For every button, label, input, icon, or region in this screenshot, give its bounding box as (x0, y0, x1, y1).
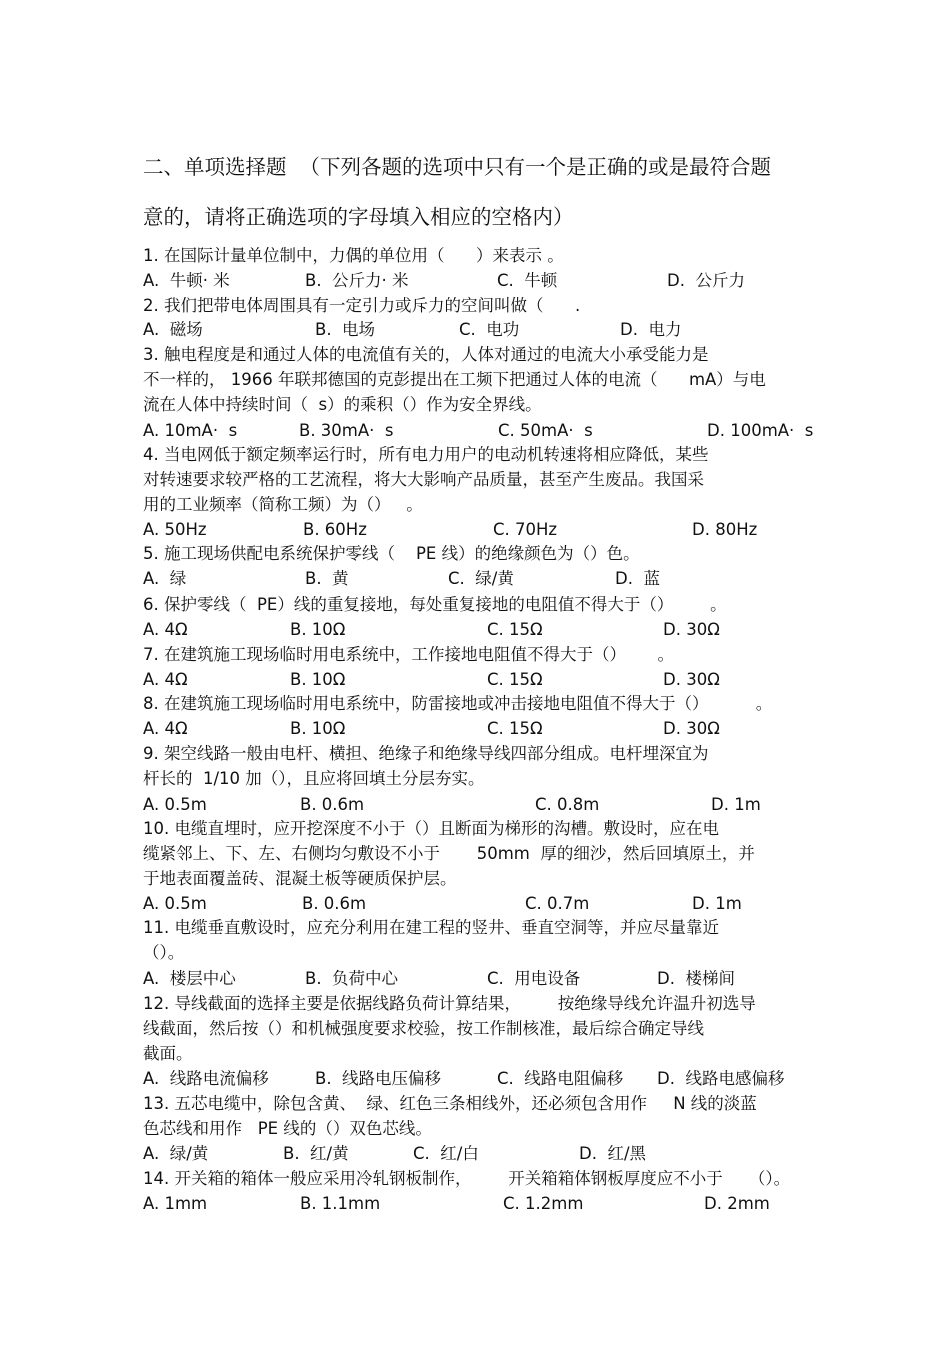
question-3-text-line-3: 流在人体中持续时间（ s）的乘积（）作为安全界线。 (143, 395, 542, 414)
question-11-option-c: C. 用电设备 (487, 969, 581, 988)
question-7-option-c: C. 15Ω (487, 670, 543, 689)
question-11-text-line-1: 11. 电缆垂直敷设时，应充分利用在建工程的竖井、垂直空洞等，并应尽量靠近 (143, 918, 719, 937)
question-9-option-b: B. 0.6m (300, 795, 365, 814)
question-5-option-a: A. 绿 (143, 569, 187, 588)
question-3-option-b: B. 30mA· s (299, 421, 394, 440)
question-3-option-c: C. 50mA· s (498, 421, 593, 440)
question-14-option-d: D. 2mm (704, 1194, 770, 1213)
question-13-text-line-1: 13. 五芯电缆中，除包含黄、 绿、红色三条相线外，还必须包含用作 N 线的淡蓝 (143, 1094, 757, 1113)
question-5-text: 5. 施工现场供配电系统保护零线（ PE 线）的绝缘颜色为（）色。 (143, 544, 640, 563)
question-10-option-a: A. 0.5m (143, 894, 207, 913)
question-3-text-line-2: 不一样的， 1966 年联邦德国的克彭提出在工频下把通过人体的电流（ mA）与电 (143, 370, 766, 389)
question-10-text-line-3: 于地表面覆盖砖、混凝土板等硬质保护层。 (143, 869, 457, 888)
question-12-option-b: B. 线路电压偏移 (315, 1069, 442, 1088)
question-3-option-a: A. 10mA· s (143, 421, 238, 440)
question-11-option-b: B. 负荷中心 (305, 969, 399, 988)
question-10-option-d: D. 1m (692, 894, 742, 913)
question-13-option-d: D. 红/黑 (579, 1144, 646, 1163)
question-6-option-c: C. 15Ω (487, 620, 543, 639)
question-8-text: 8. 在建筑施工现场临时用电系统中，防雷接地或冲击接地电阻值不得大于（） 。 (143, 694, 773, 713)
question-9-text-line-1: 9. 架空线路一般由电杆、横担、绝缘子和绝缘导线四部分组成。电杆埋深宜为 (143, 744, 709, 763)
question-11-text-line-2: （）。 (143, 943, 185, 962)
question-10-option-b: B. 0.6m (302, 894, 367, 913)
question-5-option-d: D. 蓝 (615, 569, 660, 588)
question-13-text-line-2: 色芯线和用作 PE 线的（）双色芯线。 (143, 1119, 432, 1138)
question-4-option-d: D. 80Hz (692, 520, 758, 539)
question-12-option-d: D. 线路电感偏移 (657, 1069, 785, 1088)
question-10-text-line-2: 缆紧邻上、下、左、右侧均匀敷设不小于 50mm 厚的细沙，然后回填原土，并 (143, 844, 755, 863)
question-12-option-a: A. 线路电流偏移 (143, 1069, 269, 1088)
question-6-text: 6. 保护零线（ PE）线的重复接地，每处重复接地的电阻值不得大于（） 。 (143, 595, 727, 614)
question-8-option-a: A. 4Ω (143, 719, 188, 738)
question-5-option-b: B. 黄 (305, 569, 349, 588)
question-14-option-a: A. 1mm (143, 1194, 208, 1213)
section-heading-line-1: 二、单项选择题 （下列各题的选项中只有一个是正确的或是最符合题 (143, 155, 772, 179)
question-9-option-c: C. 0.8m (535, 795, 600, 814)
section-heading-line-2: 意的，请将正确选项的字母填入相应的空格内） (143, 205, 574, 229)
question-12-option-c: C. 线路电阻偏移 (497, 1069, 624, 1088)
question-1-option-c: C. 牛顿 (497, 271, 558, 290)
question-4-text-line-3: 用的工业频率（简称工频）为（） 。 (143, 495, 423, 514)
question-12-text-line-1: 12. 导线截面的选择主要是依据线路负荷计算结果， 按绝缘导线允许温升初选导 (143, 994, 756, 1013)
question-4-option-a: A. 50Hz (143, 520, 207, 539)
question-6-option-d: D. 30Ω (663, 620, 720, 639)
question-3-option-d: D. 100mA· s (707, 421, 814, 440)
question-12-text-line-3: 截面。 (143, 1044, 193, 1063)
question-4-text-line-2: 对转速要求较严格的工艺流程，将大大影响产品质量，甚至产生废品。我国采 (143, 470, 704, 489)
question-4-option-c: C. 70Hz (493, 520, 558, 539)
question-10-text-line-1: 10. 电缆直埋时，应开挖深度不小于（）且断面为梯形的沟槽。敷设时，应在电 (143, 819, 719, 838)
question-7-option-b: B. 10Ω (290, 670, 346, 689)
question-1-option-d: D. 公斤力 (667, 271, 745, 290)
question-1-text: 1. 在国际计量单位制中，力偶的单位用（ ）来表示 。 (143, 246, 564, 265)
question-8-option-d: D. 30Ω (663, 719, 720, 738)
question-7-text: 7. 在建筑施工现场临时用电系统中，工作接地电阻值不得大于（） 。 (143, 645, 674, 664)
question-13-option-c: C. 红/白 (413, 1144, 479, 1163)
question-13-option-b: B. 红/黄 (283, 1144, 349, 1163)
question-8-option-c: C. 15Ω (487, 719, 543, 738)
question-7-option-a: A. 4Ω (143, 670, 188, 689)
question-11-option-d: D. 楼梯间 (657, 969, 735, 988)
question-2-text: 2. 我们把带电体周围具有一定引力或斥力的空间叫做（ . (143, 296, 581, 315)
question-13-option-a: A. 绿/黄 (143, 1144, 209, 1163)
question-9-option-a: A. 0.5m (143, 795, 207, 814)
question-14-option-c: C. 1.2mm (503, 1194, 584, 1213)
question-9-text-line-2: 杆长的 1/10 加（），且应将回填土分层夯实。 (143, 769, 485, 788)
question-6-option-b: B. 10Ω (290, 620, 346, 639)
question-2-option-d: D. 电力 (620, 320, 682, 339)
question-14-option-b: B. 1.1mm (300, 1194, 381, 1213)
question-2-option-a: A. 磁场 (143, 320, 203, 339)
question-2-option-c: C. 电功 (459, 320, 520, 339)
question-6-option-a: A. 4Ω (143, 620, 188, 639)
question-4-option-b: B. 60Hz (303, 520, 367, 539)
question-8-option-b: B. 10Ω (290, 719, 346, 738)
question-3-text-line-1: 3. 触电程度是和通过人体的电流值有关的，人体对通过的电流大小承受能力是 (143, 345, 709, 364)
question-11-option-a: A. 楼层中心 (143, 969, 236, 988)
question-1-option-a: A. 牛顿· 米 (143, 271, 230, 290)
question-7-option-d: D. 30Ω (663, 670, 720, 689)
question-2-option-b: B. 电场 (315, 320, 376, 339)
question-12-text-line-2: 线截面，然后按（）和机械强度要求校验，按工作制核准，最后综合确定导线 (143, 1019, 704, 1038)
question-14-text: 14. 开关箱的箱体一般应采用冷轧钢板制作， 开关箱箱体钢板厚度应不小于 （）。 (143, 1169, 791, 1188)
question-10-option-c: C. 0.7m (525, 894, 590, 913)
question-5-option-c: C. 绿/黄 (448, 569, 514, 588)
question-9-option-d: D. 1m (711, 795, 761, 814)
question-4-text-line-1: 4. 当电网低于额定频率运行时，所有电力用户的电动机转速将相应降低，某些 (143, 445, 709, 464)
question-1-option-b: B. 公斤力· 米 (305, 271, 409, 290)
